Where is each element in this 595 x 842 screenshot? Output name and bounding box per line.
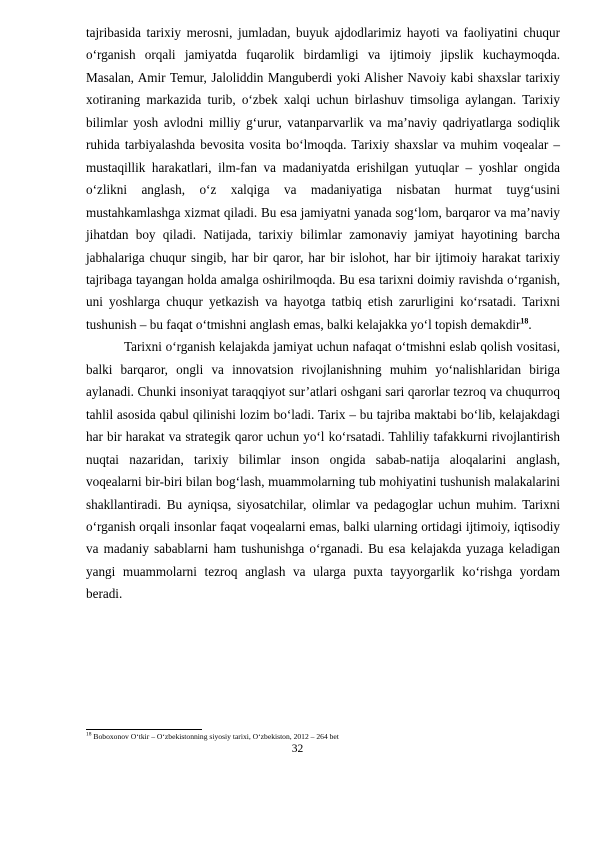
paragraph-1-ending: . [528, 316, 532, 332]
paragraph-2: Tarixni o‘rganish kelajakda jamiyat uchun nafaqat o‘tmishni eslab qolish vositasi, balki barqaror, ongli va innovatsion rivojlanishning muhim yo‘nalishlaridan biriga aylanadi. Chunki insoniyat taraqqiyot sur’atlari oshgani sari qarorlar tezroq va chuqurroq tahlil asosida qabul qilinishi lozim bo‘ladi. Tarix – bu tajriba maktabi bo‘lib, kelajakdagi har bir harakat va strategik qaror uchun yo‘l ko‘rsatadi. Tahliliy tafakkurni rivojlantirish nuqtai nazaridan, tarixiy bilimlar inson ongida sabab-natija aloqalarini anglash, voqealarni bir-biri bilan bog‘lash, muammolarning tub mohiyatini tushunish malakalarini shakllantiradi. Bu ayniqsa, siyosatchilar, olimlar va pedagoglar uchun muhim. Tarixni o‘rganish orqali insonlar faqat voqealarni emas, balki ularning ortidagi ijtimoiy, iqtisodiy va madaniy sabablarni ham tushunishga o‘rganadi. Bu esa kelajakda yuzaga keladigan yangi muammolarni tezroq anglash va ularga puxta tayyorgarlik ko‘rishga yordam beradi. [86, 339, 560, 602]
footnote-number: 18 [86, 731, 92, 738]
body-text [86, 22, 560, 606]
footnote-reference: 18 [520, 316, 529, 326]
footnote-text: Boboxonov O‘tkir – O‘zbekistonning siyosiy tarixi, O‘zbekiston, 2012 – 264 bet [93, 732, 339, 741]
page-number: 32 [291, 743, 304, 755]
footnote-divider [86, 729, 202, 730]
paragraph-1-text: tajribasida tarixiy merosni, jumladan, buyuk ajdodlarimiz hayoti va faoliyatini chuqur o‘rganish orqali jamiyatda fuqarolik birdamligi va ijtimoiy jipslik kuchaymoqda. Masalan, Amir Temur, Jaloliddin Manguberdi yoki Alisher Navoiy kabi shaxslar tarixiy xotiraning markazida turib, o‘zbek xalqi uchun birlashuv timsoliga aylangan. Tarixiy bilimlar yosh avlodni milliy g‘urur, vatanparvarlik va ma’naviy qadriyatlarga sodiqlik ruhida tarbiyalashda bevosita vosita bo‘lmoqda. Tarixiy shaxslar va muhim voqealar – mustaqillik harakatlari, ilm-fan va madaniyatda erishilgan yutuqlar – yoshlar ongida o‘zlikni anglash, o‘z xalqiga va madaniyatiga nisbatan hurmat tuyg‘usini mustahkamlashga xizmat qiladi. Bu esa jamiyatni yanada sog‘lom, barqaror va ma’naviy jihatdan boy qiladi. Natijada, tarixiy bilimlar zamonaviy jamiyat hayotining barcha jabhalariga chuqur singib, har bir qaror, har bir islohot, har bir ijtimoiy harakat tarixiy tajribaga tayangan holda amalga oshirilmoqda. Bu esa tarixni doimiy ravishda o‘rganish, uni yoshlarga chuqur yetkazish va hayotga tatbiq etish zarurligini ko‘rsatadi. Tarixni tushunish – bu faqat o‘tmishni anglash emas, balki kelajakka yo‘l topish demakdir [86, 25, 560, 332]
paragraph-1 [86, 22, 560, 336]
footnote [86, 732, 560, 742]
